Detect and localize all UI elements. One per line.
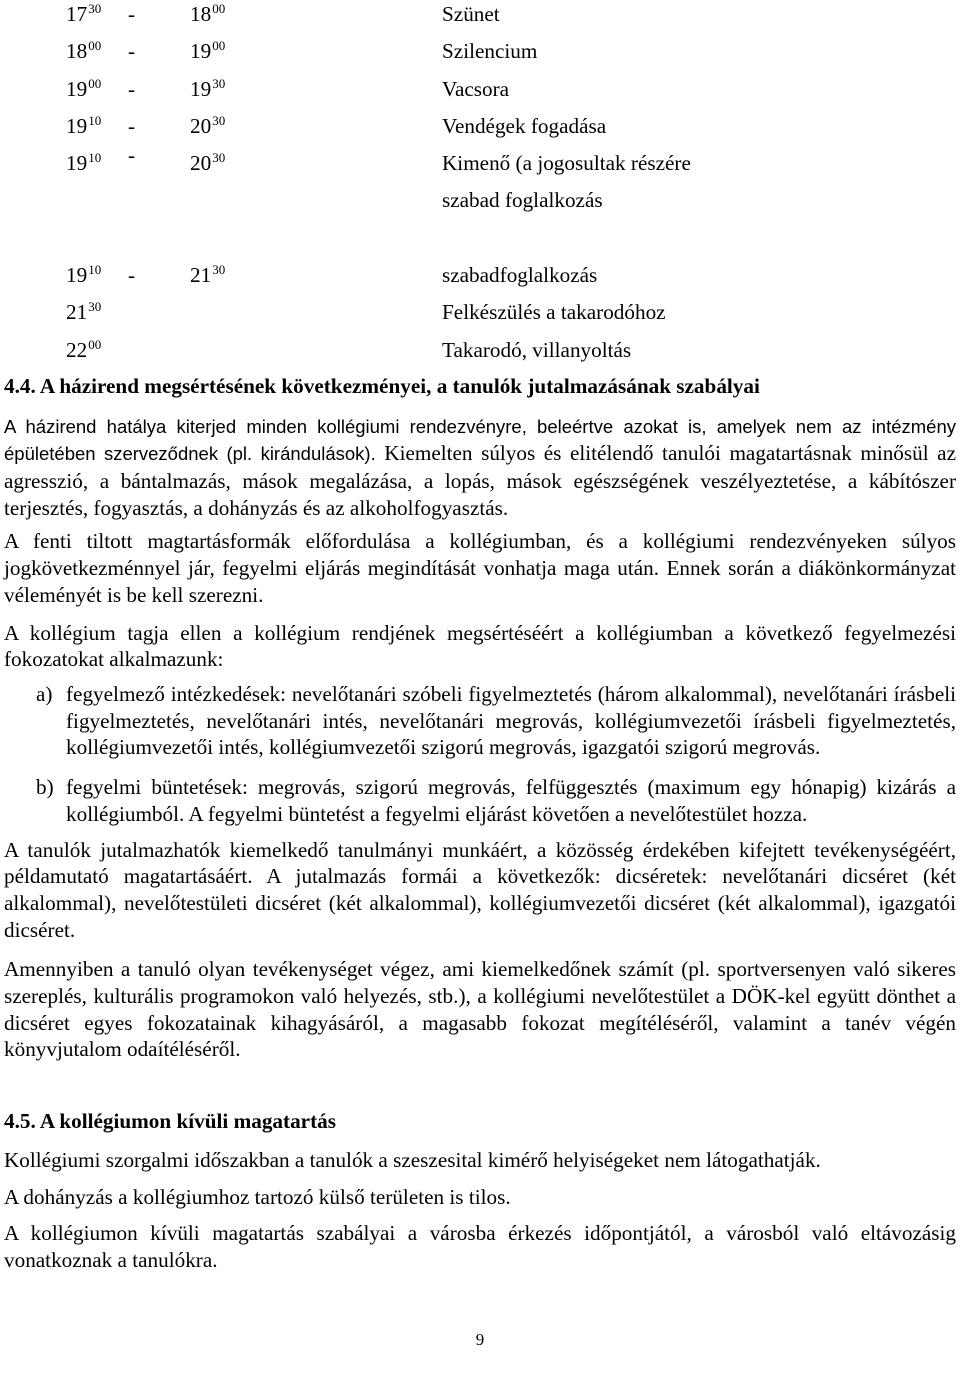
document-page bbox=[4, 0, 956, 1274]
time-separator: - bbox=[128, 113, 136, 138]
activity-label: Kimenő (a jogosultak részére bbox=[442, 151, 691, 176]
paragraph: Kollégiumi szorgalmi időszakban a tanulók a szeszesital kimérő helyiségeket nem látogathatják. bbox=[4, 1147, 821, 1172]
schedule-row bbox=[4, 294, 956, 331]
start-hour: 19 bbox=[66, 263, 88, 288]
start-time bbox=[66, 332, 101, 369]
start-hour: 18 bbox=[66, 39, 88, 64]
paragraph-sentence: A házirend hatálya kiterjed minden kollégiumi rendezvényre, beleértve azokat is, amelyek nem az intézmény épületében szerveződnek (pl. kirándulások). bbox=[4, 415, 956, 465]
end-minute: 30 bbox=[212, 75, 226, 91]
start-minute: 30 bbox=[88, 1, 102, 16]
start-time bbox=[66, 145, 101, 182]
list-item-text: fegyelmi büntetések: megrovás, szigorú megrovás, felfüggesztés (maximum egy hónapig) kizárás a kollégiumból. A fegyelmi büntetést a fegyelmi eljárást követően a nevelőtestület hozza. bbox=[66, 775, 956, 826]
start-minute: 30 bbox=[88, 299, 102, 315]
time-separator: - bbox=[128, 143, 136, 168]
paragraph-sentence: Kiemelten súlyos és elitélendő tanulói magatartásnak minősül az agresszió, a bántalmazás, mások megalázása, a lopás, mások egészségének veszélyeztetése, a kábítószer terjesztés, fogyasztás, a dohányzás és az alkoholfogyasztás. bbox=[4, 441, 956, 520]
activity-label: Takarodó, villanyoltás bbox=[442, 337, 632, 362]
paragraph: A tanulók jutalmazhatók kiemelkedő tanulmányi munkáért, a közösség érdekében kifejtett tevékenységéért, példamutató magatartásáért. A jutalmazás formái a következők: dicséretek: nevelőtanári dicséret (két alkalommal), nevelőtestületi dicséret (két alkalommal), kollégiumvezetői dicséret (két alkalommal), igazgatói dicséret. bbox=[4, 837, 956, 942]
start-minute: 10 bbox=[88, 262, 102, 278]
schedule-row bbox=[4, 257, 956, 294]
time-separator: - bbox=[128, 39, 136, 64]
activity-label: Felkészülés a takarodóhoz bbox=[442, 300, 666, 325]
end-time bbox=[190, 257, 225, 294]
time-separator: - bbox=[128, 2, 136, 26]
schedule-row bbox=[4, 145, 956, 182]
end-hour: 20 bbox=[190, 151, 212, 176]
activity-label: Szilencium bbox=[442, 39, 538, 64]
end-minute: 30 bbox=[212, 112, 226, 128]
section-heading: 4.5. A kollégiumon kívüli magatartás bbox=[4, 1109, 336, 1134]
start-hour: 17 bbox=[66, 2, 88, 26]
start-time bbox=[66, 0, 101, 33]
start-hour: 19 bbox=[66, 113, 88, 138]
start-time bbox=[66, 257, 101, 294]
list-item-label: b) bbox=[36, 775, 54, 800]
end-time bbox=[190, 33, 225, 70]
start-hour: 19 bbox=[66, 76, 88, 101]
end-minute: 30 bbox=[212, 262, 226, 278]
end-hour: 21 bbox=[190, 263, 212, 288]
end-minute: 00 bbox=[212, 38, 226, 54]
end-time bbox=[190, 0, 225, 33]
start-time bbox=[66, 33, 101, 70]
start-hour: 22 bbox=[66, 337, 88, 362]
paragraph: A kollégium tagja ellen a kollégium rendjének megsértéséért a kollégiumban a következő fegyelmezési fokozatokat alkalmazunk: bbox=[4, 620, 956, 672]
schedule-row bbox=[4, 108, 956, 145]
start-time bbox=[66, 71, 101, 108]
start-minute: 10 bbox=[88, 150, 102, 166]
start-hour: 21 bbox=[66, 300, 88, 325]
end-time bbox=[190, 71, 225, 108]
schedule-row bbox=[4, 33, 956, 70]
section-heading: 4.4. A házirend megsértésének következményei, a tanulók jutalmazásának szabályai bbox=[4, 373, 760, 398]
paragraph: A dohányzás a kollégiumhoz tartozó külső területen is tilos. bbox=[4, 1184, 511, 1209]
end-hour: 19 bbox=[190, 76, 212, 101]
time-separator: - bbox=[128, 76, 136, 101]
activity-label: Szünet bbox=[442, 2, 500, 26]
start-minute: 00 bbox=[88, 38, 102, 54]
end-hour: 18 bbox=[190, 2, 212, 26]
start-minute: 00 bbox=[88, 75, 102, 91]
schedule-row bbox=[4, 332, 956, 369]
activity-label: Vendégek fogadása bbox=[442, 113, 607, 138]
start-minute: 10 bbox=[88, 112, 102, 128]
activity-label: szabadfoglalkozás bbox=[442, 263, 598, 288]
end-minute: 00 bbox=[212, 1, 226, 16]
start-time bbox=[66, 294, 101, 331]
start-hour: 19 bbox=[66, 151, 88, 176]
time-separator: - bbox=[128, 263, 136, 288]
paragraph: A fenti tiltott magtartásformák előfordulása a kollégiumban, és a kollégiumi rendezvényeken súlyos jogkövetkezménnyel jár, fegyelmi eljárás megindítását vonhatja maga után. Ennek során a diákönkormányzat véleményét is be kell szerezni. bbox=[4, 529, 956, 607]
start-time bbox=[66, 108, 101, 145]
paragraph: Amennyiben a tanuló olyan tevékenységet végez, ami kiemelkedőnek számít (pl. sportversenyen való sikeres szereplés, kulturális programokon való helyezés, stb.), a kollégiumi nevelőtestület a DÖK-kel együtt dönthet a dicséret egyes fokozatainak kihagyásáról, a magasabb fokozat megítéléséről, valamint a tanév végén könyvjutalom odaítéléséről. bbox=[4, 957, 956, 1062]
schedule-row bbox=[4, 71, 956, 108]
paragraph bbox=[4, 413, 956, 522]
list-item bbox=[4, 774, 956, 827]
paragraph: A kollégiumon kívüli magatartás szabályai a városba érkezés időpontjától, a városból való eltávozásig vonatkoznak a tanulókra. bbox=[4, 1221, 956, 1272]
list-item bbox=[4, 681, 956, 761]
end-hour: 20 bbox=[190, 113, 212, 138]
page-number: 9 bbox=[475, 1330, 485, 1349]
end-hour: 19 bbox=[190, 39, 212, 64]
schedule-row-continuation bbox=[4, 182, 956, 219]
activity-label-continuation: szabad foglalkozás bbox=[442, 188, 603, 213]
list-item-label: a) bbox=[36, 682, 53, 706]
activity-label: Vacsora bbox=[442, 76, 510, 101]
schedule-spacer bbox=[4, 220, 956, 257]
end-time bbox=[190, 145, 225, 182]
daily-schedule bbox=[4, 0, 956, 369]
start-minute: 00 bbox=[88, 336, 102, 352]
list-item-text: fegyelmező intézkedések: nevelőtanári szóbeli figyelmeztetés (három alkalommal), nevelőtanári írásbeli figyelmeztetés, nevelőtanári intés, nevelőtanári megrovás, kollégiumvezetői írásbeli figyelmeztetés, kollégiumvezetői intés, kollégiumvezetői szigorú megrovás, igazgatói szigorú megrovás. bbox=[66, 682, 956, 760]
schedule-row bbox=[4, 0, 956, 33]
end-time bbox=[190, 108, 225, 145]
end-minute: 30 bbox=[212, 150, 226, 166]
